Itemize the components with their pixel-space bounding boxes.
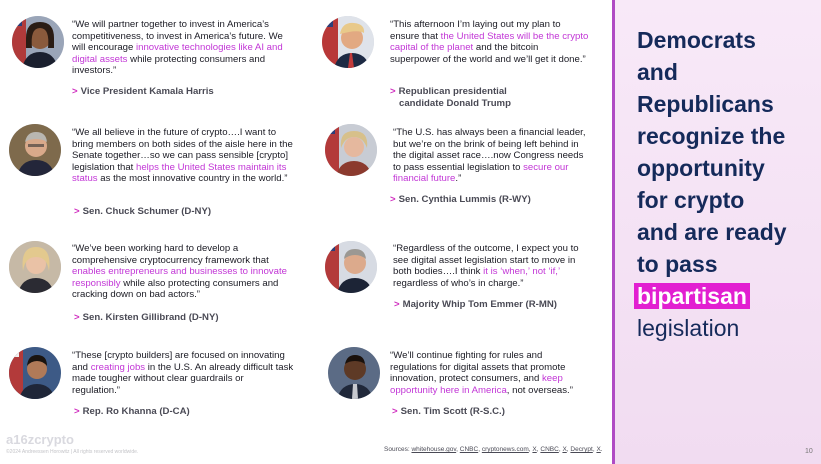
quote-highlight: innovative technologies like AI and digital assets xyxy=(72,42,283,65)
quote-highlight: it is ‘when,’ not ‘if,’ xyxy=(483,266,560,278)
quote-highlight: the United States will be the crypto capital of the planet xyxy=(390,30,589,54)
source-link[interactable]: X xyxy=(562,446,567,453)
portrait-gillibrand-avatar xyxy=(9,241,61,293)
arrow-icon: > xyxy=(390,194,396,205)
quote-highlight: creating jobs xyxy=(90,361,146,373)
quote-text: “We will partner together to invest in America’s competitiveness, to invest in America’s future. We will encourage innovative technologies like AI and digital assets while protecting consumers and investors.” xyxy=(72,19,283,77)
arrow-icon: > xyxy=(74,406,80,417)
quote-attribution: > Republican presidential candidate Donald Trump xyxy=(390,86,511,109)
quote-highlight: enables entrepreneurs and businesses to innovate responsibly xyxy=(72,266,287,289)
quote-attribution: > Rep. Ro Khanna (D-CA) xyxy=(74,406,190,417)
portrait-harris-avatar xyxy=(12,16,64,68)
page-number: 10 xyxy=(805,448,813,455)
quote-attribution: > Sen. Tim Scott (R-S.C.) xyxy=(392,406,505,417)
arrow-icon: > xyxy=(394,299,400,310)
quote-text: “We all believe in the future of crypto….I want to bring members on both sides of the aisle here in the Senate together…so we can pass sensible [crypto] legislation that helps the United States maintain its status as the most innovative country in the world.” xyxy=(72,127,293,185)
portrait-emmer-avatar xyxy=(325,241,377,293)
portrait-khanna-avatar xyxy=(9,347,61,399)
arrow-icon: > xyxy=(74,206,80,217)
portrait-schumer-avatar xyxy=(9,124,61,176)
sources-line: Sources: whitehouse.gov, CNBC, cryptonews.com, X, CNBC, X, Decrypt, X. xyxy=(384,446,603,453)
arrow-icon: > xyxy=(74,312,80,323)
source-link[interactable]: CNBC xyxy=(459,446,479,453)
headline-highlight: bipartisan xyxy=(634,283,750,309)
quote-text: “Regardless of the outcome, I expect you to see digital asset legislation start to move in both bodies….I think it is ‘when,’ not ‘if,’ regardless of who’s in charge.” xyxy=(393,243,579,289)
headline: Democrats and Republicans recognize the opportunity for crypto and are ready to pass bipartisan legislation xyxy=(637,24,821,344)
quote-attribution: > Sen. Chuck Schumer (D-NY) xyxy=(74,206,212,217)
source-link[interactable]: Decrypt xyxy=(570,446,593,453)
copyright-notice: ©2024 Andreessen Horowitz | All rights reserved worldwide. xyxy=(6,449,139,455)
quote-highlight: keep opportunity here in America xyxy=(390,373,563,396)
quote-text: “These [crypto builders] are focused on innovating and creating jobs in the U.S. An already difficult task made tougher without clear guardrails or regulation.” xyxy=(72,350,294,396)
source-link[interactable]: whitehouse.gov xyxy=(411,446,457,453)
headline-panel xyxy=(612,0,821,464)
arrow-icon: > xyxy=(72,86,78,97)
source-link[interactable]: X xyxy=(532,446,537,453)
arrow-icon: > xyxy=(390,86,396,97)
quote-text: “This afternoon I’m laying out my plan to ensure that the United States will be the crypto capital of the planet and the bitcoin superpower of the world and we’ll get it done.” xyxy=(390,19,589,65)
quote-text: “We’ll continue fighting for rules and regulations for digital assets that promote innovation, protect consumers, and keep opportunity here in America, not overseas.” xyxy=(390,350,573,396)
quote-highlight: secure our financial future xyxy=(393,161,569,185)
quote-attribution: > Sen. Kirsten Gillibrand (D-NY) xyxy=(74,312,219,323)
source-link[interactable]: X xyxy=(596,446,601,453)
quote-attribution: > Sen. Cynthia Lummis (R-WY) xyxy=(390,194,531,205)
a16zcrypto-logo: a16zcrypto xyxy=(6,432,74,447)
portrait-scott-avatar xyxy=(328,347,380,399)
portrait-trump-avatar xyxy=(322,16,374,68)
quote-attribution: > Vice President Kamala Harris xyxy=(72,86,214,97)
quote-text: “The U.S. has always been a financial leader, but we’re on the brink of being left behind in the digital asset race….now Congress needs to pass essential legislation to secure our financial future.” xyxy=(393,127,586,185)
portrait-lummis-avatar xyxy=(325,124,377,176)
source-link[interactable]: cryptonews.com xyxy=(481,446,529,453)
arrow-icon: > xyxy=(392,406,398,417)
quote-highlight: helps the United States maintain its status xyxy=(72,161,287,185)
source-link[interactable]: CNBC xyxy=(540,446,559,453)
quote-attribution: > Majority Whip Tom Emmer (R-MN) xyxy=(394,299,557,310)
quote-text: “We’ve been working hard to develop a comprehensive cryptocurrency framework that enables entrepreneurs and businesses to innovate responsibly while also protecting consumers and cracking down on bad actors.” xyxy=(72,243,287,301)
